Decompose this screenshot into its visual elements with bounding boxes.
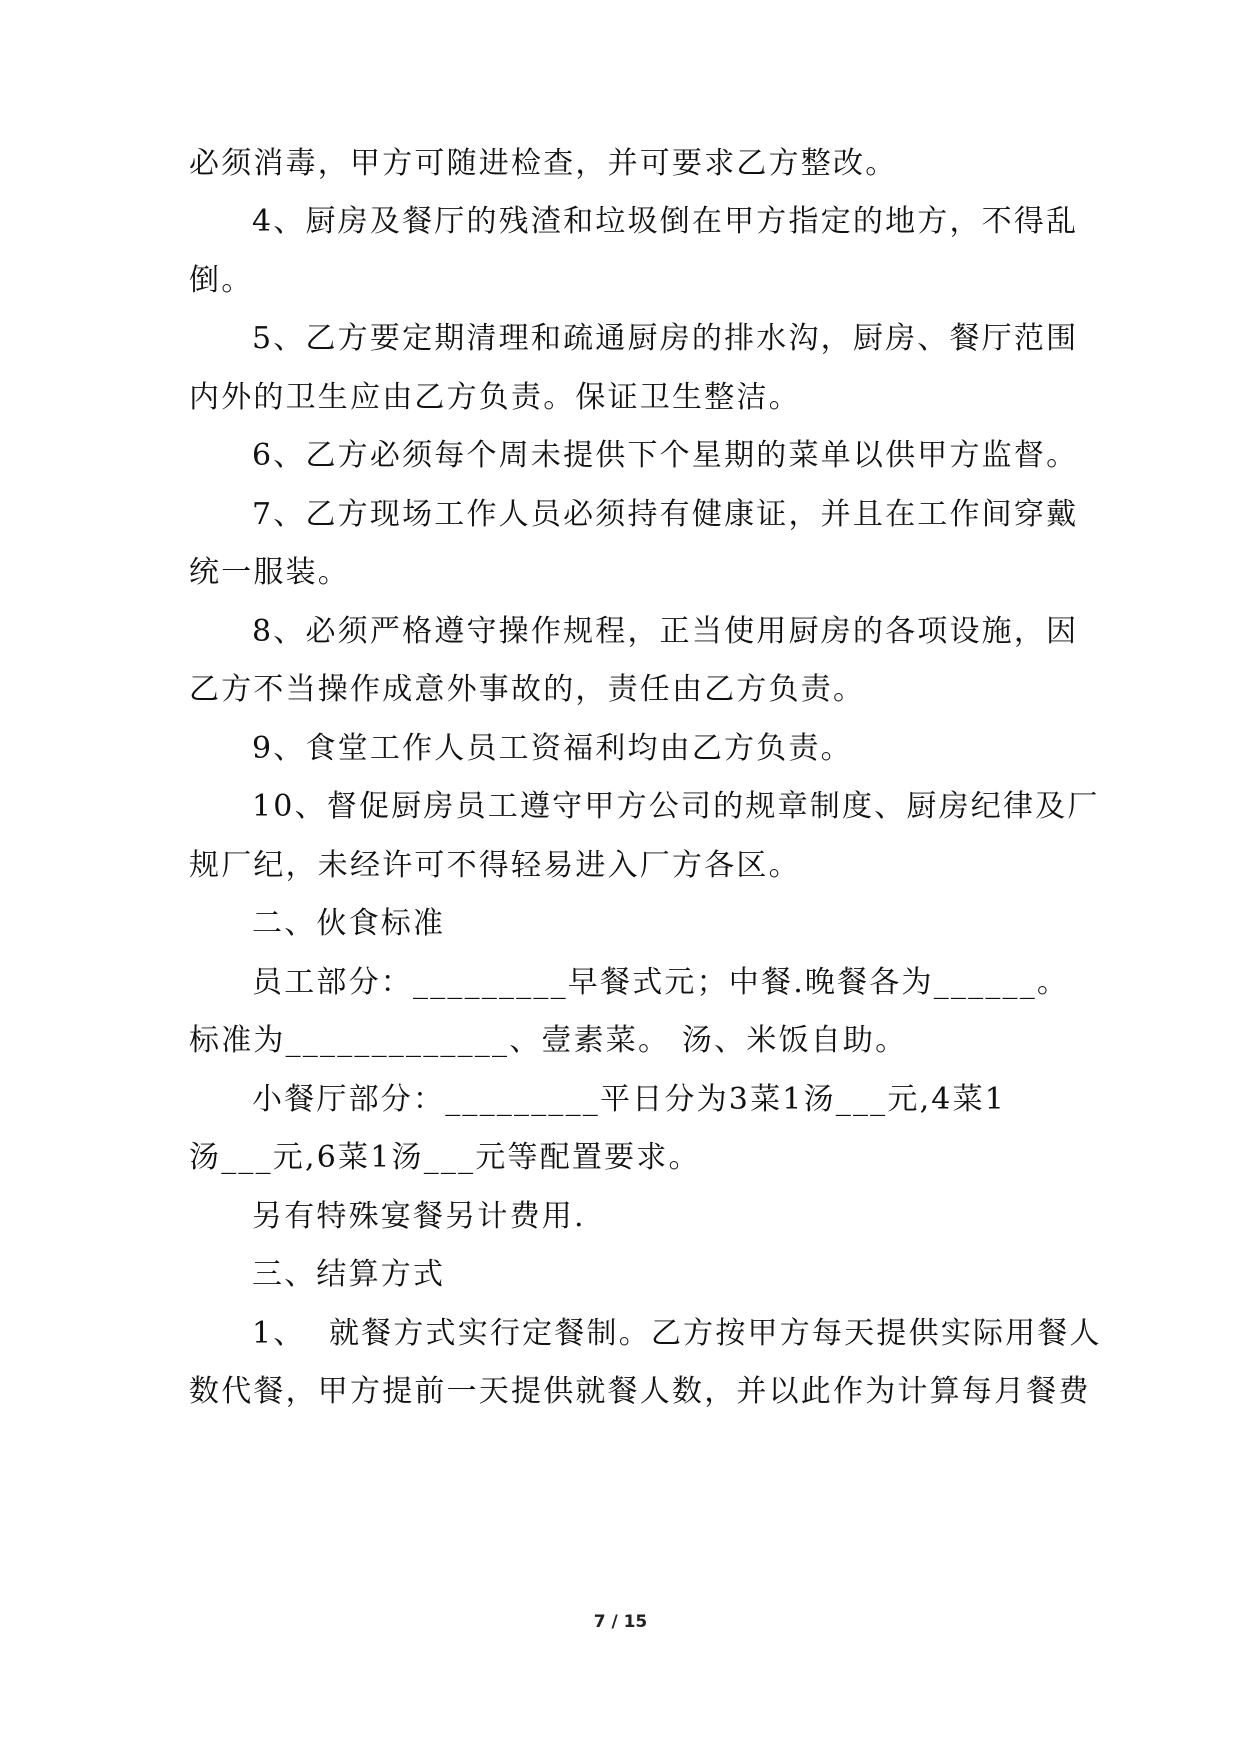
section-heading: 三、结算方式	[252, 1257, 446, 1292]
text-line: 4、厨房及餐厅的残渣和垃圾倒在甲方指定的地方，不得乱	[252, 204, 1079, 239]
text-line: 内外的卫生应由乙方负责。保证卫生整洁。	[189, 380, 801, 415]
text-line: 5、乙方要定期清理和疏通厨房的排水沟，厨房、餐厅范围	[252, 321, 1079, 356]
page-number: 7 / 15	[593, 1612, 648, 1632]
text-line: 必须消毒，甲方可随进检查，并可要求乙方整改。	[189, 146, 898, 181]
text-line: 1、 就餐方式实行定餐制。乙方按甲方每天提供实际用餐人	[252, 1316, 1102, 1351]
text-line: 乙方不当操作成意外事故的，责任由乙方负责。	[189, 672, 866, 707]
text-line: 数代餐，甲方提前一天提供就餐人数，并以此作为计算每月餐费	[189, 1374, 1091, 1409]
text-line: 9、食堂工作人员工资福利均由乙方负责。	[252, 731, 853, 766]
text-line: 标准为_____________、壹素菜。 汤、米饭自助。	[189, 1023, 908, 1058]
text-line: 统一服装。	[189, 555, 350, 590]
text-line: 员工部分：_________早餐式元；中餐.晚餐各为______。	[252, 965, 1070, 1000]
text-line: 10、督促厨房员工遵守甲方公司的规章制度、厨房纪律及厂	[252, 789, 1100, 824]
text-line: 小餐厅部分：_________平日分为3菜1汤___元,4菜1	[252, 1082, 1007, 1117]
text-line: 规厂纪，未经许可不得轻易进入厂方各区。	[189, 848, 801, 883]
text-line: 7、乙方现场工作人员必须持有健康证，并且在工作间穿戴	[252, 497, 1079, 532]
text-line: 6、乙方必须每个周未提供下个星期的菜单以供甲方监督。	[252, 438, 1079, 473]
section-heading: 二、伙食标准	[252, 906, 446, 941]
text-line: 8、必须严格遵守操作规程，正当使用厨房的各项设施，因	[252, 614, 1079, 649]
text-line: 另有特殊宴餐另计费用.	[252, 1199, 586, 1234]
text-line: 倒。	[189, 263, 254, 298]
text-line: 汤___元,6菜1汤___元等配置要求。	[189, 1140, 701, 1175]
